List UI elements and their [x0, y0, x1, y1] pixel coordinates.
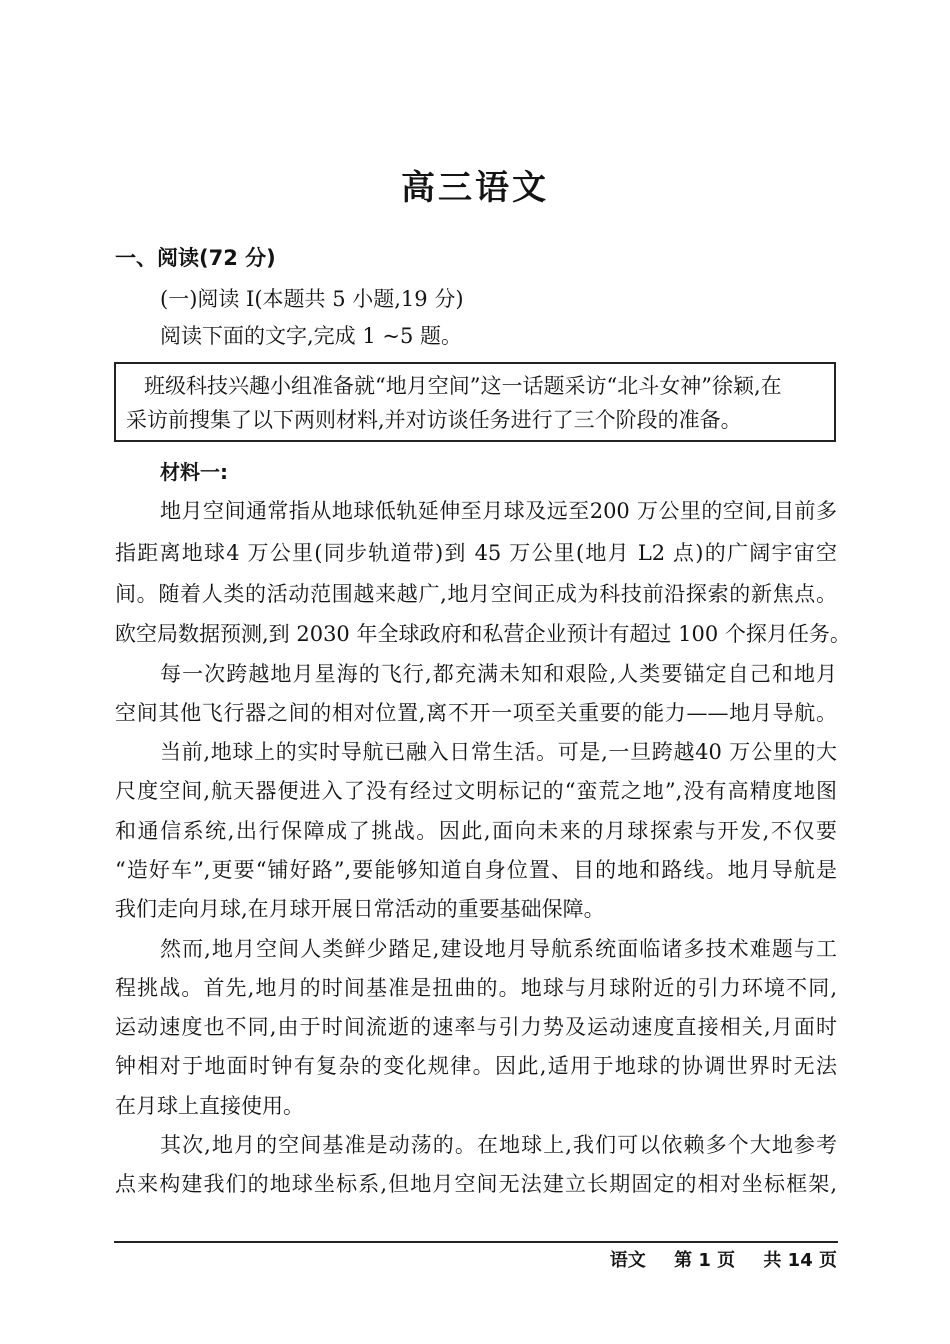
text-line: 和通信系统,出行保障成了挑战。因此,面向未来的月球探索与开发,不仅要 [115, 819, 837, 843]
intro-box [114, 362, 836, 442]
text-line: 空间其他飞行器之间的相对位置,离不开一项至关重要的能力——地月导航。 [115, 701, 837, 725]
text-line: 其次,地月的空间基准是动荡的。在地球上,我们可以依赖多个大地参考 [160, 1133, 837, 1157]
text-line: 在月球上直接使用。 [115, 1094, 304, 1118]
text-line: 地月空间通常指从地球低轨延伸至月球及远至200 万公里的空间,目前多 [160, 499, 837, 523]
page-title: 高三语文 [401, 168, 549, 208]
text-line: 尺度空间,航天器便进入了没有经过文明标记的“蛮荒之地”,没有高精度地图 [115, 779, 837, 803]
footer-divider [114, 1241, 838, 1243]
section-heading: 一、阅读(72 分) [115, 246, 276, 270]
text-line: 指距离地球4 万公里(同步轨道带)到 45 万公里(地月 L2 点)的广阔宇宙空 [115, 541, 837, 565]
footer-page-number: 第 1 页 [674, 1250, 736, 1271]
text-line: 运动速度也不同,由于时间流逝的速率与引力势及运动速度直接相关,月面时 [115, 1015, 837, 1039]
footer-subject: 语文 [609, 1250, 646, 1271]
material-title: 材料一: [160, 460, 228, 484]
text-line: 每一次跨越地月星海的飞行,都充满未知和艰险,人类要锚定自己和地月 [160, 662, 837, 686]
footer-total-pages: 共 14 页 [763, 1250, 837, 1271]
text-line: 然而,地月空间人类鲜少踏足,建设地月导航系统面临诸多技术难题与工 [160, 937, 837, 961]
text-line: “造好车”,更要“铺好路”,要能够知道自身位置、目的地和路线。地月导航是 [115, 858, 837, 882]
sub-heading: (一)阅读 I(本题共 5 小题,19 分) [160, 287, 464, 311]
text-line: 当前,地球上的实时导航已融入日常生活。可是,一旦跨越40 万公里的大 [160, 740, 837, 764]
text-line: 欧空局数据预测,到 2030 年全球政府和私营企业预计有超过 100 个探月任务。 [115, 622, 851, 646]
instruction-text: 阅读下面的文字,完成 1 ~5 题。 [160, 324, 463, 348]
text-line: 钟相对于地面时钟有复杂的变化规律。因此,适用于地球的协调世界时无法 [115, 1054, 837, 1078]
text-line: 间。随着人类的活动范围越来越广,地月空间正成为科技前沿探索的新焦点。 [115, 582, 837, 606]
text-line: 程挑战。首先,地月的时间基准是扭曲的。地球与月球附近的引力环境不同, [115, 976, 837, 1000]
page-footer [588, 1246, 837, 1272]
intro-line: 班级科技兴趣小组准备就“地月空间”这一话题采访“北斗女神”徐颖,在 [144, 374, 782, 398]
intro-line: 采访前搜集了以下两则材料,并对访谈任务进行了三个阶段的准备。 [126, 408, 742, 432]
text-line: 我们走向月球,在月球开展日常活动的重要基础保障。 [115, 897, 605, 921]
text-line: 点来构建我们的地球坐标系,但地月空间无法建立长期固定的相对坐标框架, [115, 1172, 837, 1196]
